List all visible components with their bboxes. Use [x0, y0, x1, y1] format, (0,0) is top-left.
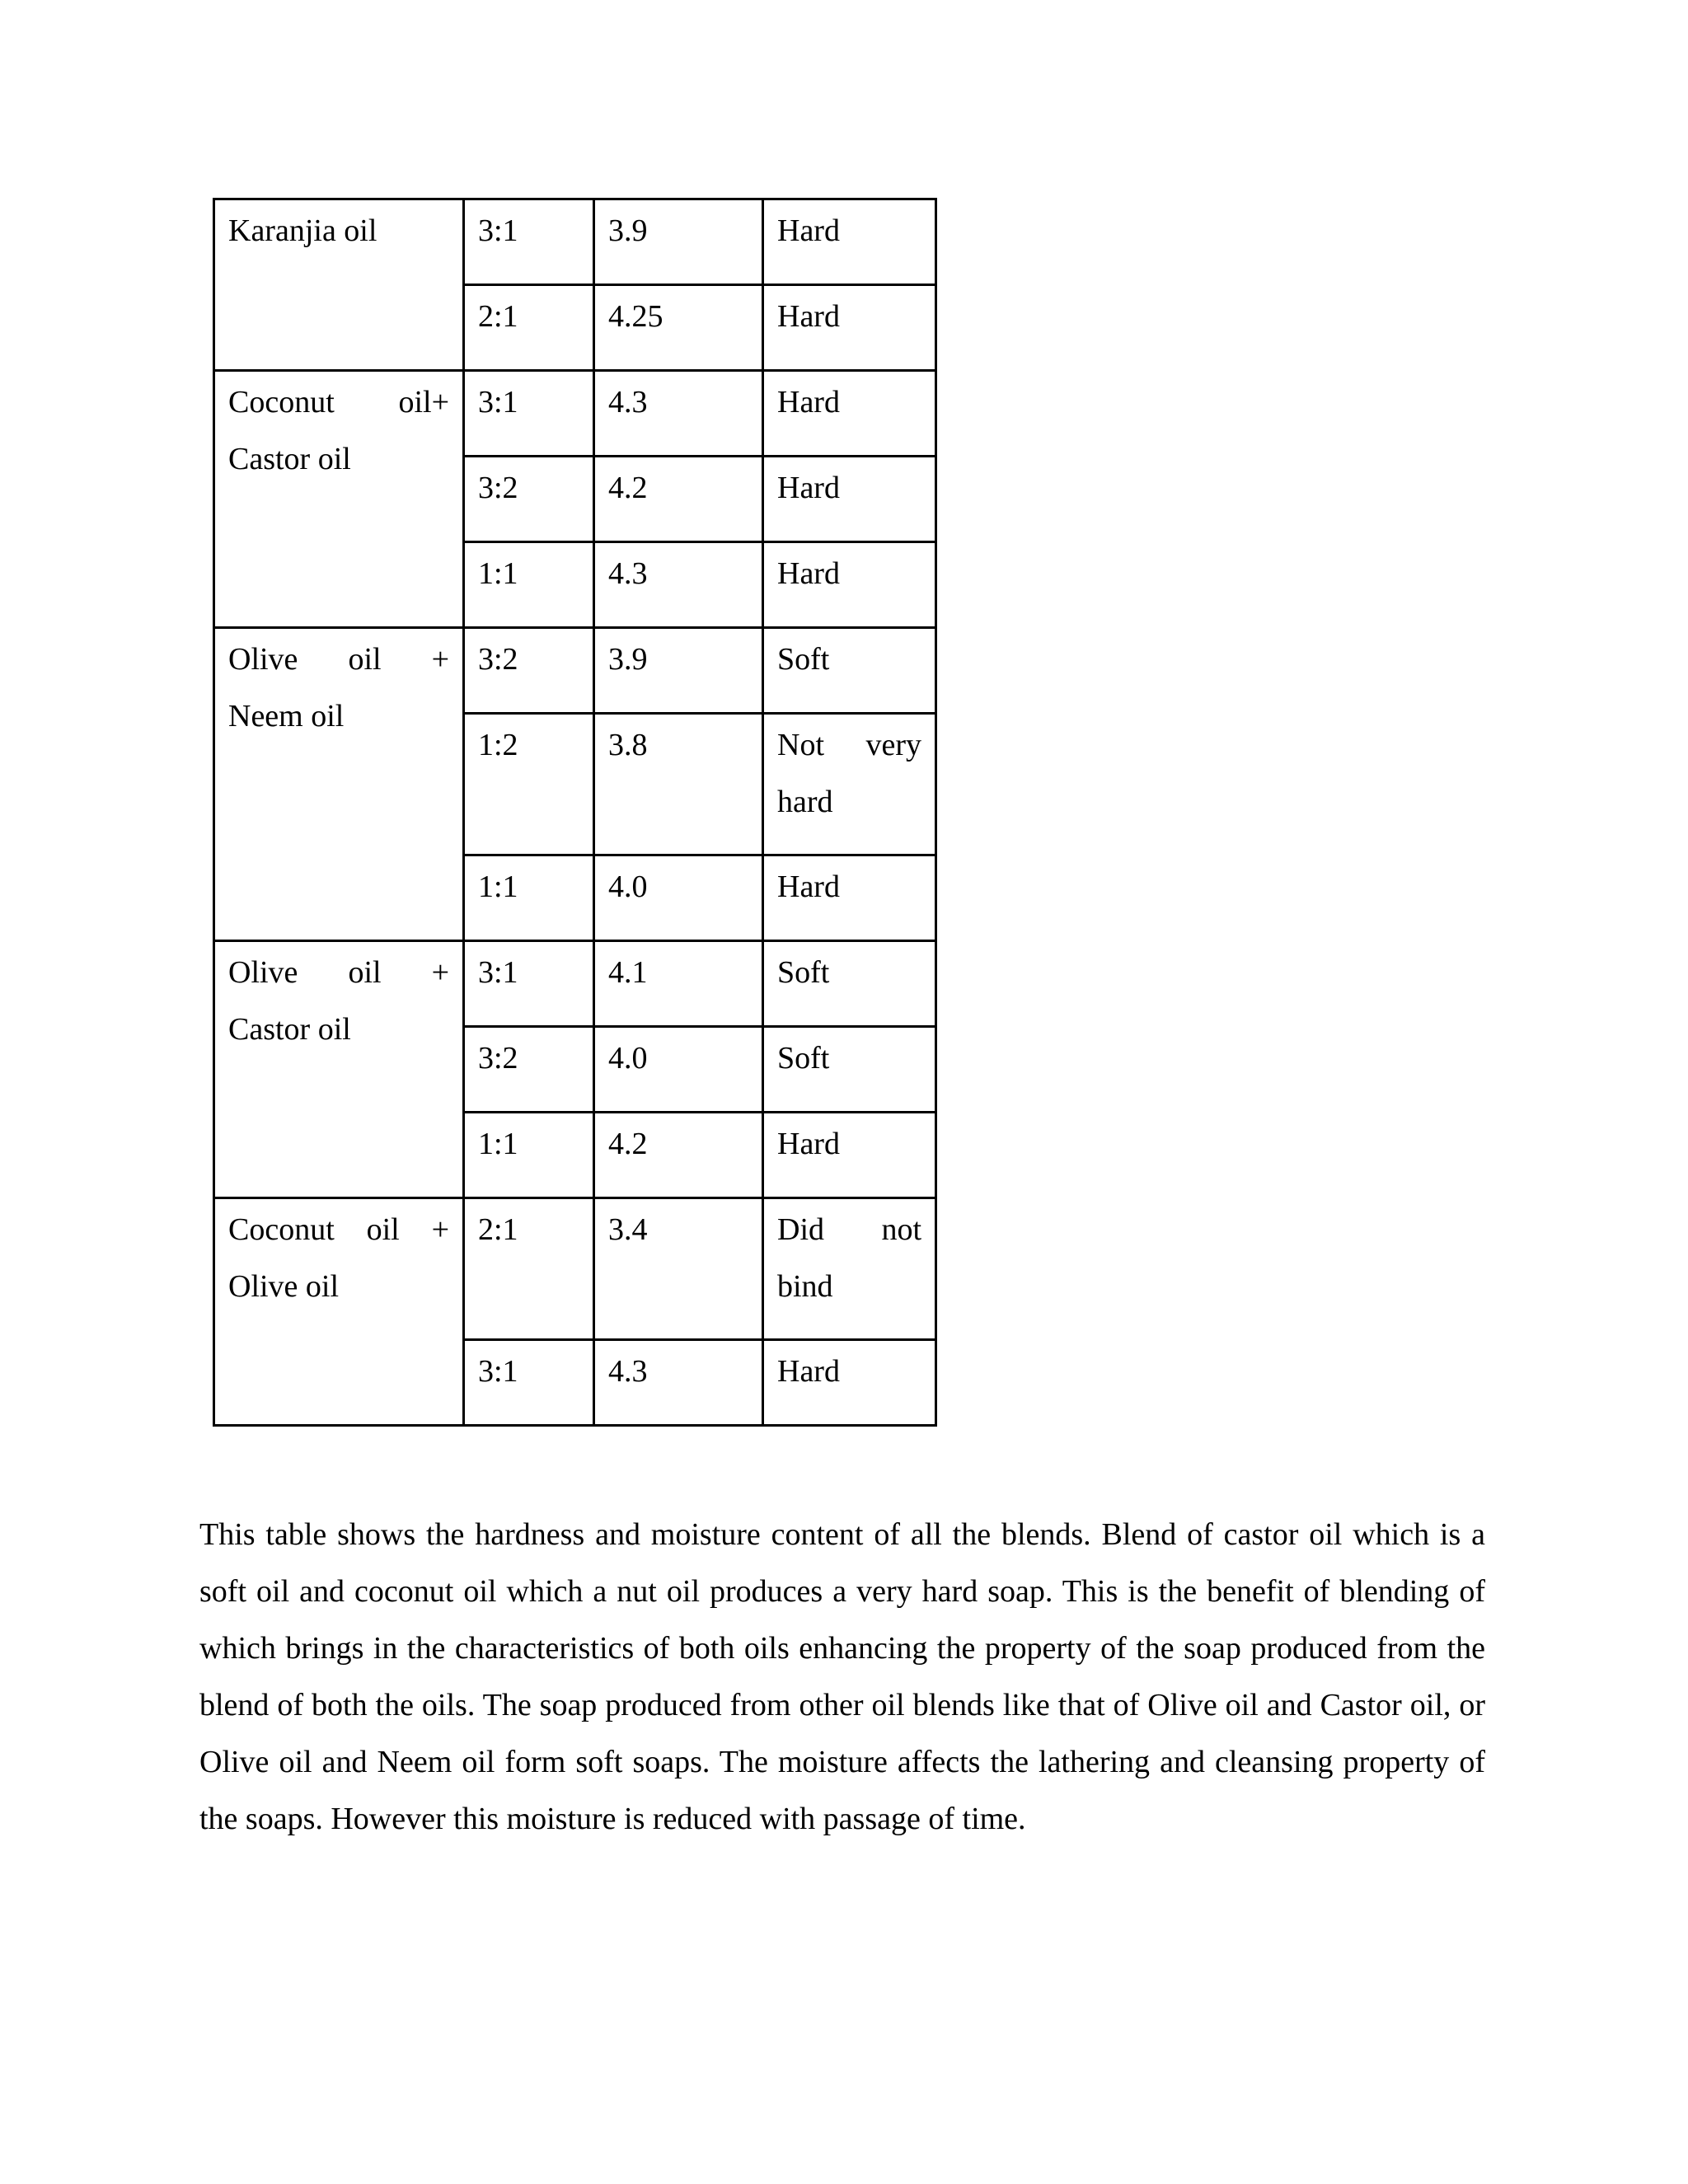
moisture-cell: 4.3	[594, 1340, 763, 1426]
ratio-cell: 3:2	[464, 628, 594, 714]
oil-blend-cell	[214, 941, 464, 1198]
oil-blend-word: +	[431, 955, 449, 990]
moisture-cell: 4.3	[594, 542, 763, 628]
hardness-word: Not	[777, 728, 824, 762]
hardness-line: Hard	[777, 471, 840, 505]
table-row	[214, 371, 936, 457]
hardness-cell	[763, 941, 936, 1027]
oil-blend-word: +	[431, 642, 449, 677]
hardness-word: very	[865, 728, 921, 762]
table-row	[214, 941, 936, 1027]
hardness-cell	[763, 371, 936, 457]
hardness-cell	[763, 1113, 936, 1198]
ratio-cell: 1:1	[464, 855, 594, 941]
hardness-cell	[763, 457, 936, 542]
oil-blend-word: +	[431, 1212, 449, 1247]
oil-blend-line	[228, 1001, 449, 1058]
hardness-line: Hard	[777, 1127, 840, 1161]
hardness-line: Soft	[777, 642, 830, 677]
ratio-cell: 1:1	[464, 1113, 594, 1198]
hardness-cell	[763, 1027, 936, 1113]
hardness-line: Soft	[777, 955, 830, 990]
ratio-cell: 3:2	[464, 457, 594, 542]
table-body	[214, 199, 936, 1426]
hardness-cell	[763, 1340, 936, 1426]
oil-blend-word: Karanjia oil	[228, 213, 377, 248]
oil-blend-line	[228, 688, 449, 745]
oil-blend-word: Coconut	[228, 1212, 335, 1247]
hardness-cell	[763, 285, 936, 371]
hardness-line: Hard	[777, 869, 840, 904]
oil-blend-word: oil	[348, 642, 382, 677]
moisture-cell: 3.8	[594, 714, 763, 855]
hardness-cell	[763, 855, 936, 941]
oil-blend-word: Olive	[228, 642, 298, 677]
ratio-cell: 3:1	[464, 199, 594, 285]
oil-blend-word: oil	[366, 1212, 400, 1247]
ratio-cell: 2:1	[464, 285, 594, 371]
hardness-line	[777, 717, 921, 774]
moisture-cell: 4.2	[594, 457, 763, 542]
hardness-cell	[763, 628, 936, 714]
oil-blend-word: Castor oil	[228, 1012, 351, 1047]
oil-blend-word: oil	[348, 955, 382, 990]
oil-blend-line	[228, 944, 449, 1001]
hardness-line: Hard	[777, 299, 840, 334]
hardness-cell	[763, 542, 936, 628]
hardness-line	[777, 1202, 921, 1258]
ratio-cell: 3:1	[464, 371, 594, 457]
hardness-word: not	[881, 1212, 921, 1247]
oil-blend-cell	[214, 1198, 464, 1426]
oil-blend-word: Olive	[228, 955, 298, 990]
hardness-word: Did	[777, 1212, 824, 1247]
moisture-cell: 4.0	[594, 855, 763, 941]
ratio-cell: 1:2	[464, 714, 594, 855]
oil-blend-cell	[214, 371, 464, 628]
table-row	[214, 628, 936, 714]
table-row	[214, 199, 936, 285]
oil-blend-word: Neem oil	[228, 699, 345, 733]
oil-blend-word: Olive oil	[228, 1269, 340, 1304]
oil-blend-line	[228, 203, 449, 260]
hardness-word: bind	[777, 1269, 833, 1304]
oil-blend-word: Coconut	[228, 385, 335, 419]
oil-blend-word: Castor oil	[228, 442, 351, 476]
moisture-cell: 4.0	[594, 1027, 763, 1113]
oil-blend-line	[228, 431, 449, 488]
hardness-line	[777, 774, 921, 831]
moisture-cell: 4.2	[594, 1113, 763, 1198]
blend-hardness-table	[213, 198, 937, 1427]
moisture-cell: 3.9	[594, 628, 763, 714]
oil-blend-cell	[214, 199, 464, 371]
moisture-cell: 4.3	[594, 371, 763, 457]
hardness-line: Hard	[777, 385, 840, 419]
oil-blend-line	[228, 631, 449, 688]
hardness-line: Hard	[777, 213, 840, 248]
table-row	[214, 1198, 936, 1340]
oil-blend-cell	[214, 628, 464, 941]
oil-blend-line	[228, 1202, 449, 1258]
moisture-cell: 4.25	[594, 285, 763, 371]
moisture-cell: 3.9	[594, 199, 763, 285]
oil-blend-word: oil+	[398, 385, 449, 419]
moisture-cell: 3.4	[594, 1198, 763, 1340]
ratio-cell: 2:1	[464, 1198, 594, 1340]
ratio-cell: 3:1	[464, 1340, 594, 1426]
ratio-cell: 3:2	[464, 1027, 594, 1113]
hardness-line: Hard	[777, 556, 840, 591]
ratio-cell: 1:1	[464, 542, 594, 628]
hardness-line	[777, 1258, 921, 1315]
hardness-cell	[763, 1198, 936, 1340]
ratio-cell: 3:1	[464, 941, 594, 1027]
oil-blend-line	[228, 374, 449, 431]
hardness-line: Hard	[777, 1354, 840, 1389]
description-paragraph: This table shows the hardness and moisture content of all the blends. Blend of castor oil which is a soft oil and coconut oil which a nut oil produces a very hard soap. This is the benefit of blending of which brings in the characteristics of both oils enhancing the property of the soap produced from the blend of both the oils. The soap produced from other oil blends like that of Olive oil and Castor oil, or Olive oil and Neem oil form soft soaps. The moisture affects the lathering and cleansing property of the soaps. However this moisture is reduced with passage of time.	[199, 1517, 1485, 1836]
hardness-cell	[763, 199, 936, 285]
hardness-cell	[763, 714, 936, 855]
moisture-cell: 4.1	[594, 941, 763, 1027]
hardness-line: Soft	[777, 1041, 830, 1076]
oil-blend-line	[228, 1258, 449, 1315]
hardness-word: hard	[777, 785, 833, 819]
